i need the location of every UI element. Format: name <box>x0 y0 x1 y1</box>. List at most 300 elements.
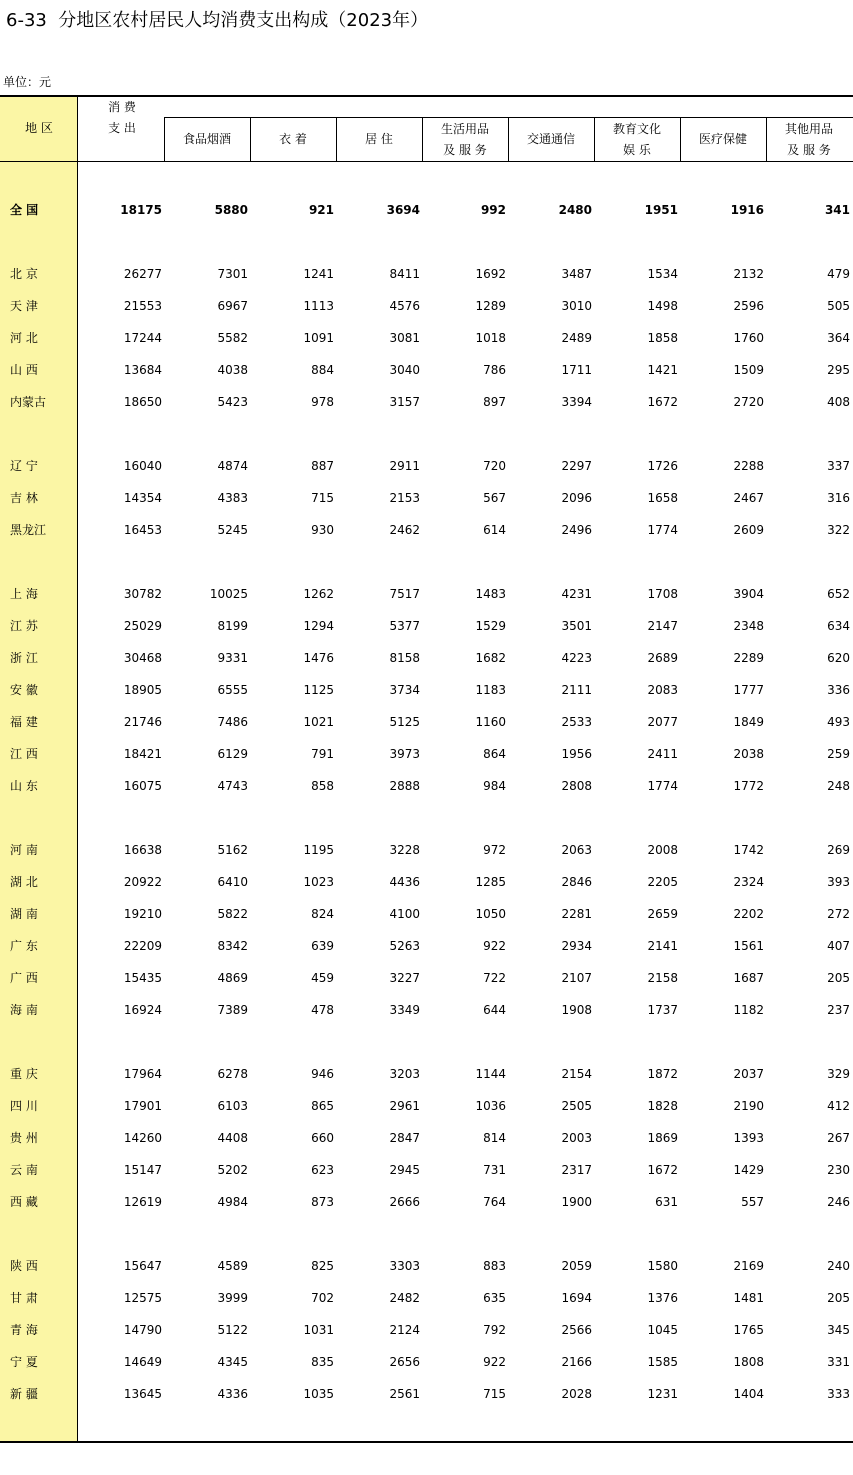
cell-value: 978 <box>311 395 334 409</box>
table-row <box>0 578 853 610</box>
table-row <box>0 322 853 354</box>
cell-value: 2609 <box>733 523 764 537</box>
cell-value: 4223 <box>561 651 592 665</box>
cell-value: 2003 <box>561 1131 592 1145</box>
cell-value: 1021 <box>303 715 334 729</box>
cell-value: 3501 <box>561 619 592 633</box>
cell-value: 921 <box>308 203 334 217</box>
region-name: 浙 江 <box>10 651 38 665</box>
cell-value: 1285 <box>475 875 506 889</box>
region-name: 湖 南 <box>10 907 38 921</box>
cell-value: 15647 <box>123 1259 162 1273</box>
cell-value: 2297 <box>561 459 592 473</box>
region-name: 河 北 <box>10 331 38 345</box>
cell-value: 1692 <box>475 267 506 281</box>
cell-value: 620 <box>827 651 850 665</box>
cell-value: 329 <box>827 1067 850 1081</box>
header-col-5-line2: 娱 乐 <box>623 143 651 157</box>
cell-value: 1035 <box>303 1387 334 1401</box>
header-col-1-line1: 衣 着 <box>279 132 307 146</box>
cell-value: 1183 <box>475 683 506 697</box>
cell-value: 865 <box>311 1099 334 1113</box>
cell-value: 1672 <box>647 395 678 409</box>
cell-value: 21746 <box>123 715 162 729</box>
cell-value: 272 <box>827 907 850 921</box>
cell-value: 4038 <box>217 363 248 377</box>
cell-value: 1421 <box>647 363 678 377</box>
cell-value: 3227 <box>389 971 420 985</box>
region-name: 甘 肃 <box>10 1291 38 1305</box>
table-row <box>0 354 853 386</box>
cell-value: 2083 <box>647 683 678 697</box>
cell-value: 2720 <box>733 395 764 409</box>
cell-value: 1231 <box>647 1387 678 1401</box>
cell-value: 8342 <box>217 939 248 953</box>
cell-value: 652 <box>827 587 850 601</box>
header-col-5-line1: 教育文化 <box>612 122 661 136</box>
cell-value: 1509 <box>733 363 764 377</box>
table-row <box>0 994 853 1026</box>
cell-value: 13645 <box>123 1387 162 1401</box>
cell-value: 4231 <box>561 587 592 601</box>
cell-value: 2666 <box>389 1195 420 1209</box>
table-row <box>0 1282 853 1314</box>
cell-value: 6555 <box>217 683 248 697</box>
cell-value: 623 <box>311 1163 334 1177</box>
cell-value: 2505 <box>561 1099 592 1113</box>
region-name: 新 疆 <box>10 1387 38 1401</box>
cell-value: 2166 <box>561 1355 592 1369</box>
cell-value: 887 <box>311 459 334 473</box>
cell-value: 269 <box>827 843 850 857</box>
cell-value: 1045 <box>647 1323 678 1337</box>
cell-value: 2656 <box>389 1355 420 1369</box>
cell-value: 2153 <box>389 491 420 505</box>
cell-value: 19210 <box>123 907 162 921</box>
header-total-line2: 支 出 <box>108 121 136 135</box>
cell-value: 660 <box>311 1131 334 1145</box>
cell-value: 267 <box>827 1131 850 1145</box>
cell-value: 2141 <box>647 939 678 953</box>
header-col-2-line1: 居 住 <box>365 132 393 146</box>
page-title: 6-33 分地区农村居民人均消费支出构成（2023年） <box>6 10 429 31</box>
cell-value: 16075 <box>123 779 162 793</box>
cell-value: 715 <box>311 491 334 505</box>
cell-value: 2202 <box>733 907 764 921</box>
cell-value: 5263 <box>389 939 420 953</box>
cell-value: 7486 <box>217 715 248 729</box>
cell-value: 864 <box>483 747 506 761</box>
cell-value: 4336 <box>217 1387 248 1401</box>
cell-value: 1760 <box>733 331 764 345</box>
region-name: 内蒙古 <box>10 395 47 409</box>
cell-value: 814 <box>483 1131 506 1145</box>
cell-value: 3349 <box>389 1003 420 1017</box>
table-row <box>0 1122 853 1154</box>
cell-value: 1561 <box>733 939 764 953</box>
table-row <box>0 610 853 642</box>
cell-value: 6967 <box>217 299 248 313</box>
cell-value: 1737 <box>647 1003 678 1017</box>
cell-value: 992 <box>480 203 506 217</box>
cell-value: 5122 <box>217 1323 248 1337</box>
region-name: 山 东 <box>10 779 38 793</box>
cell-value: 1050 <box>475 907 506 921</box>
cell-value: 6278 <box>217 1067 248 1081</box>
table-row <box>0 1314 853 1346</box>
table-row <box>0 738 853 770</box>
region-name: 湖 北 <box>10 875 38 889</box>
cell-value: 14790 <box>123 1323 162 1337</box>
cell-value: 322 <box>827 523 850 537</box>
cell-value: 1294 <box>303 619 334 633</box>
region-name: 山 西 <box>10 363 38 377</box>
cell-value: 331 <box>827 1355 850 1369</box>
cell-value: 835 <box>311 1355 334 1369</box>
cell-value: 8158 <box>389 651 420 665</box>
table-row <box>0 290 853 322</box>
cell-value: 12575 <box>123 1291 162 1305</box>
cell-value: 1498 <box>647 299 678 313</box>
cell-value: 1195 <box>303 843 334 857</box>
cell-value: 1241 <box>303 267 334 281</box>
cell-value: 1869 <box>647 1131 678 1145</box>
cell-value: 897 <box>483 395 506 409</box>
cell-value: 1672 <box>647 1163 678 1177</box>
header-col-3-line2: 及 服 务 <box>443 143 487 157</box>
cell-value: 5162 <box>217 843 248 857</box>
cell-value: 4576 <box>389 299 420 313</box>
cell-value: 1404 <box>733 1387 764 1401</box>
region-name: 江 苏 <box>10 619 38 633</box>
table-row <box>0 482 853 514</box>
cell-value: 6129 <box>217 747 248 761</box>
region-name: 河 南 <box>10 843 38 857</box>
header-region: 地 区 <box>25 121 53 135</box>
cell-value: 3203 <box>389 1067 420 1081</box>
cell-value: 2496 <box>561 523 592 537</box>
cell-value: 3904 <box>733 587 764 601</box>
cell-value: 1036 <box>475 1099 506 1113</box>
cell-value: 1091 <box>303 331 334 345</box>
cell-value: 2205 <box>647 875 678 889</box>
cell-value: 2596 <box>733 299 764 313</box>
cell-value: 922 <box>483 939 506 953</box>
cell-value: 3157 <box>389 395 420 409</box>
cell-value: 1687 <box>733 971 764 985</box>
cell-value: 16040 <box>123 459 162 473</box>
cell-value: 16924 <box>123 1003 162 1017</box>
cell-value: 505 <box>827 299 850 313</box>
cell-value: 237 <box>827 1003 850 1017</box>
region-name: 广 东 <box>10 939 38 953</box>
cell-value: 18905 <box>123 683 162 697</box>
cell-value: 259 <box>827 747 850 761</box>
cell-value: 4100 <box>389 907 420 921</box>
header-col-0-line1: 食品烟酒 <box>182 132 231 146</box>
cell-value: 2846 <box>561 875 592 889</box>
cell-value: 2169 <box>733 1259 764 1273</box>
cell-value: 2289 <box>733 651 764 665</box>
cell-value: 715 <box>483 1387 506 1401</box>
cell-value: 614 <box>483 523 506 537</box>
cell-value: 1529 <box>475 619 506 633</box>
region-name: 四 川 <box>10 1099 38 1113</box>
table-row <box>0 450 853 482</box>
cell-value: 14354 <box>123 491 162 505</box>
cell-value: 1585 <box>647 1355 678 1369</box>
cell-value: 479 <box>827 267 850 281</box>
cell-value: 6410 <box>217 875 248 889</box>
table-row <box>0 514 853 546</box>
table-row <box>0 674 853 706</box>
cell-value: 2467 <box>733 491 764 505</box>
cell-value: 1018 <box>475 331 506 345</box>
cell-value: 15147 <box>123 1163 162 1177</box>
cell-value: 2124 <box>389 1323 420 1337</box>
cell-value: 5125 <box>389 715 420 729</box>
region-name: 黑龙江 <box>10 523 47 537</box>
cell-value: 764 <box>483 1195 506 1209</box>
cell-value: 2154 <box>561 1067 592 1081</box>
cell-value: 2489 <box>561 331 592 345</box>
table-row <box>0 770 853 802</box>
cell-value: 17901 <box>123 1099 162 1113</box>
cell-value: 2945 <box>389 1163 420 1177</box>
cell-value: 2038 <box>733 747 764 761</box>
header-col-6-line1: 医疗保健 <box>698 132 747 146</box>
cell-value: 786 <box>483 363 506 377</box>
region-name: 海 南 <box>10 1003 38 1017</box>
cell-value: 2348 <box>733 619 764 633</box>
region-name: 江 西 <box>10 747 38 761</box>
cell-value: 22209 <box>123 939 162 953</box>
cell-value: 3394 <box>561 395 592 409</box>
cell-value: 336 <box>827 683 850 697</box>
cell-value: 1376 <box>647 1291 678 1305</box>
cell-value: 792 <box>483 1323 506 1337</box>
cell-value: 2566 <box>561 1323 592 1337</box>
cell-value: 1534 <box>647 267 678 281</box>
cell-value: 493 <box>827 715 850 729</box>
cell-value: 1742 <box>733 843 764 857</box>
table-row <box>0 642 853 674</box>
header-col-7-line2: 及 服 务 <box>787 143 831 157</box>
cell-value: 13684 <box>123 363 162 377</box>
header-col-7-line1: 其他用品 <box>784 122 833 136</box>
cell-value: 7517 <box>389 587 420 601</box>
cell-value: 1289 <box>475 299 506 313</box>
cell-value: 16638 <box>123 843 162 857</box>
cell-value: 1580 <box>647 1259 678 1273</box>
cell-value: 2063 <box>561 843 592 857</box>
cell-value: 702 <box>311 1291 334 1305</box>
cell-value: 3081 <box>389 331 420 345</box>
cell-value: 21553 <box>123 299 162 313</box>
cell-value: 567 <box>483 491 506 505</box>
cell-value: 1429 <box>733 1163 764 1177</box>
cell-value: 2533 <box>561 715 592 729</box>
cell-value: 1774 <box>647 523 678 537</box>
cell-value: 14649 <box>123 1355 162 1369</box>
cell-value: 5822 <box>217 907 248 921</box>
cell-value: 720 <box>483 459 506 473</box>
cell-value: 9331 <box>217 651 248 665</box>
cell-value: 634 <box>827 619 850 633</box>
cell-value: 30782 <box>123 587 162 601</box>
cell-value: 731 <box>483 1163 506 1177</box>
cell-value: 1125 <box>303 683 334 697</box>
cell-value: 825 <box>311 1259 334 1273</box>
cell-value: 2847 <box>389 1131 420 1145</box>
region-name: 青 海 <box>10 1323 38 1337</box>
region-name: 安 徽 <box>10 683 38 697</box>
cell-value: 644 <box>483 1003 506 1017</box>
cell-value: 10025 <box>209 587 248 601</box>
cell-value: 393 <box>827 875 850 889</box>
cell-value: 1682 <box>475 651 506 665</box>
cell-value: 240 <box>827 1259 850 1273</box>
cell-value: 14260 <box>123 1131 162 1145</box>
cell-value: 1777 <box>733 683 764 697</box>
cell-value: 1393 <box>733 1131 764 1145</box>
header-col-3-line1: 生活用品 <box>440 122 489 136</box>
table-row <box>0 1186 853 1218</box>
table-row <box>0 962 853 994</box>
cell-value: 2037 <box>733 1067 764 1081</box>
cell-value: 1160 <box>475 715 506 729</box>
cell-value: 1708 <box>647 587 678 601</box>
cell-value: 407 <box>827 939 850 953</box>
region-name: 西 藏 <box>10 1195 38 1209</box>
cell-value: 246 <box>827 1195 850 1209</box>
cell-value: 4869 <box>217 971 248 985</box>
table-row <box>0 930 853 962</box>
cell-value: 2480 <box>558 203 592 217</box>
table-row <box>0 834 853 866</box>
cell-value: 4436 <box>389 875 420 889</box>
cell-value: 1908 <box>561 1003 592 1017</box>
cell-value: 30468 <box>123 651 162 665</box>
cell-value: 4984 <box>217 1195 248 1209</box>
cell-value: 345 <box>827 1323 850 1337</box>
cell-value: 2077 <box>647 715 678 729</box>
region-name: 云 南 <box>10 1163 38 1177</box>
cell-value: 5202 <box>217 1163 248 1177</box>
cell-value: 7389 <box>217 1003 248 1017</box>
cell-value: 25029 <box>123 619 162 633</box>
cell-value: 7301 <box>217 267 248 281</box>
cell-value: 1858 <box>647 331 678 345</box>
table-row <box>0 258 853 290</box>
cell-value: 1658 <box>647 491 678 505</box>
cell-value: 18421 <box>123 747 162 761</box>
cell-value: 1765 <box>733 1323 764 1337</box>
cell-value: 2158 <box>647 971 678 985</box>
cell-value: 341 <box>824 203 850 217</box>
cell-value: 2132 <box>733 267 764 281</box>
cell-value: 2659 <box>647 907 678 921</box>
cell-value: 1956 <box>561 747 592 761</box>
region-name: 福 建 <box>10 715 38 729</box>
cell-value: 631 <box>655 1195 678 1209</box>
cell-value: 858 <box>311 779 334 793</box>
cell-value: 635 <box>483 1291 506 1305</box>
cell-value: 3734 <box>389 683 420 697</box>
cell-value: 12619 <box>123 1195 162 1209</box>
cell-value: 2059 <box>561 1259 592 1273</box>
cell-value: 946 <box>311 1067 334 1081</box>
cell-value: 2934 <box>561 939 592 953</box>
cell-value: 5423 <box>217 395 248 409</box>
cell-value: 18175 <box>120 203 162 217</box>
cell-value: 1808 <box>733 1355 764 1369</box>
cell-value: 972 <box>483 843 506 857</box>
table-row <box>0 1378 853 1410</box>
cell-value: 1144 <box>475 1067 506 1081</box>
cell-value: 3999 <box>217 1291 248 1305</box>
cell-value: 2961 <box>389 1099 420 1113</box>
cell-value: 8411 <box>389 267 420 281</box>
table-row-national <box>0 194 853 226</box>
cell-value: 873 <box>311 1195 334 1209</box>
cell-value: 26277 <box>123 267 162 281</box>
cell-value: 2111 <box>561 683 592 697</box>
cell-value: 1916 <box>730 203 764 217</box>
cell-value: 20922 <box>123 875 162 889</box>
region-name: 全 国 <box>10 203 39 217</box>
table-row <box>0 866 853 898</box>
cell-value: 8199 <box>217 619 248 633</box>
cell-value: 639 <box>311 939 334 953</box>
header-total-line1: 消 费 <box>108 100 136 114</box>
cell-value: 4589 <box>217 1259 248 1273</box>
cell-value: 2324 <box>733 875 764 889</box>
cell-value: 1182 <box>733 1003 764 1017</box>
cell-value: 2411 <box>647 747 678 761</box>
cell-value: 1828 <box>647 1099 678 1113</box>
cell-value: 1023 <box>303 875 334 889</box>
cell-value: 6103 <box>217 1099 248 1113</box>
region-name: 天 津 <box>10 299 38 313</box>
table-bottom-rule <box>0 1441 853 1443</box>
cell-value: 883 <box>483 1259 506 1273</box>
cell-value: 3228 <box>389 843 420 857</box>
cell-value: 2147 <box>647 619 678 633</box>
cell-value: 3010 <box>561 299 592 313</box>
table-row <box>0 1090 853 1122</box>
region-name: 吉 林 <box>10 491 38 505</box>
cell-value: 2190 <box>733 1099 764 1113</box>
region-name: 上 海 <box>10 587 38 601</box>
header-bottom-rule <box>0 161 853 162</box>
unit-label: 单位：元 <box>3 75 52 89</box>
cell-value: 2462 <box>389 523 420 537</box>
region-name: 重 庆 <box>10 1067 38 1081</box>
cell-value: 1872 <box>647 1067 678 1081</box>
cell-value: 2096 <box>561 491 592 505</box>
cell-value: 17964 <box>123 1067 162 1081</box>
cell-value: 2281 <box>561 907 592 921</box>
cell-value: 5245 <box>217 523 248 537</box>
cell-value: 2561 <box>389 1387 420 1401</box>
cell-value: 884 <box>311 363 334 377</box>
cell-value: 5880 <box>214 203 248 217</box>
cell-value: 1772 <box>733 779 764 793</box>
cell-value: 18650 <box>123 395 162 409</box>
cell-value: 722 <box>483 971 506 985</box>
cell-value: 295 <box>827 363 850 377</box>
